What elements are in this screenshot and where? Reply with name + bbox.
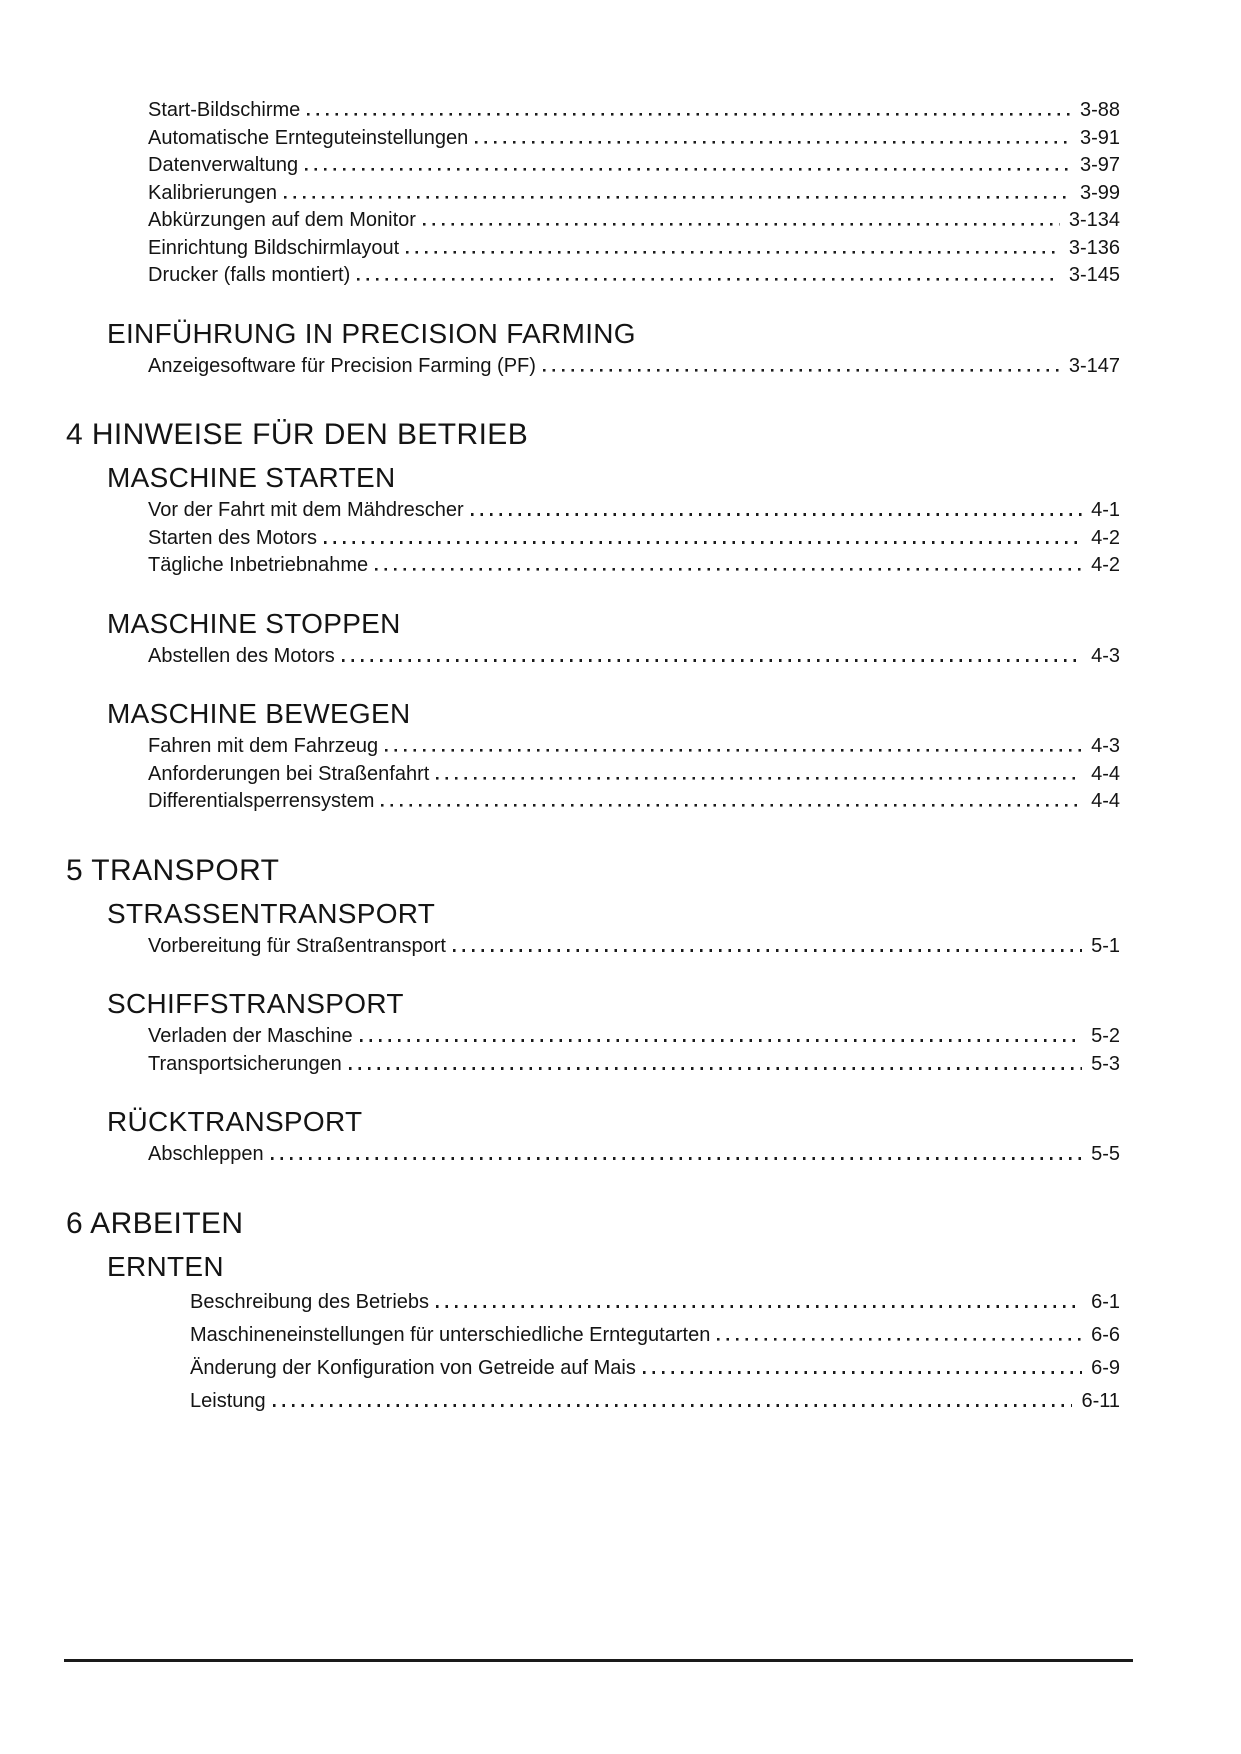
- page-number: 3-97: [1079, 154, 1120, 176]
- page-number: 5-1: [1091, 934, 1120, 957]
- entry-label: Einrichtung Bildschirmlayout: [148, 236, 400, 259]
- page-number: 3-91: [1079, 126, 1120, 149]
- page-number: 4-2: [1091, 526, 1120, 549]
- entry-label: Transportsicherungen: [148, 1052, 342, 1075]
- dot-leader: [324, 541, 1082, 544]
- entries-group: [0, 643, 1241, 671]
- page-number: 3-134: [1068, 209, 1120, 231]
- entry-label: Vor der Fahrt mit dem Mähdrescher: [148, 499, 464, 521]
- toc-entry[interactable]: [148, 262, 1120, 290]
- section-heading: STRASSENTRANSPORT: [107, 897, 436, 929]
- entry-label: Beschreibung des Betriebs: [190, 1290, 430, 1313]
- dot-leader: [381, 804, 1082, 807]
- entry-label: Tägliche Inbetriebnahme: [148, 554, 369, 576]
- entry-label: Drucker (falls montiert): [148, 264, 351, 286]
- page-number: 6-1: [1091, 1290, 1120, 1313]
- toc-entry[interactable]: [148, 933, 1120, 961]
- toc-entry[interactable]: [148, 733, 1120, 761]
- entry-label: Abschleppen: [148, 1143, 264, 1165]
- page-number: 3-145: [1068, 264, 1120, 286]
- dot-leader: [453, 949, 1082, 952]
- dot-leader: [385, 749, 1082, 752]
- entry-label: Abkürzungen auf dem Monitor: [148, 209, 416, 231]
- page-number: 6-6: [1091, 1323, 1120, 1346]
- entry-label: Vorbereitung für Straßentransport: [148, 934, 446, 957]
- toc-entry[interactable]: [148, 643, 1120, 671]
- entry-label: Differentialsperrensystem: [148, 790, 375, 812]
- dot-leader: [271, 1157, 1082, 1160]
- section-heading: MASCHINE BEWEGEN: [107, 698, 411, 729]
- toc-entry[interactable]: [148, 788, 1120, 816]
- entries-group: [0, 353, 1241, 381]
- dot-leader: [307, 113, 1071, 116]
- entry-label: Anforderungen bei Straßenfahrt: [148, 762, 430, 785]
- entry-label: Leistung: [190, 1389, 266, 1412]
- page-number: 5-5: [1091, 1143, 1120, 1165]
- entry-label: Start-Bildschirme: [148, 99, 301, 121]
- page-number: 4-3: [1091, 735, 1120, 757]
- toc-entry[interactable]: [148, 1051, 1120, 1079]
- toc-entry[interactable]: [148, 525, 1120, 553]
- entries-group: [0, 1141, 1241, 1169]
- section-heading: MASCHINE STARTEN: [107, 462, 396, 493]
- page-number: 3-88: [1079, 99, 1120, 121]
- page-number: 4-1: [1091, 499, 1120, 521]
- section-heading: RÜCKTRANSPORT: [107, 1106, 363, 1137]
- dot-leader: [475, 141, 1071, 144]
- toc-entry[interactable]: [148, 1023, 1120, 1051]
- dot-leader: [342, 659, 1082, 662]
- page-number: 5-2: [1091, 1025, 1120, 1047]
- page-number: 4-3: [1091, 644, 1120, 667]
- toc-entry[interactable]: [148, 97, 1120, 125]
- toc-entry[interactable]: [190, 1385, 1120, 1418]
- dot-leader: [406, 251, 1060, 254]
- dot-leader: [436, 777, 1082, 780]
- toc-entry[interactable]: [148, 235, 1120, 263]
- page-number: 3-136: [1068, 236, 1120, 259]
- toc-entry[interactable]: [148, 497, 1120, 525]
- page-number: 5-3: [1091, 1052, 1120, 1075]
- toc-entry[interactable]: [148, 761, 1120, 789]
- section-heading: ERNTEN: [107, 1250, 224, 1282]
- dot-leader: [717, 1338, 1082, 1341]
- toc-entry[interactable]: [190, 1319, 1120, 1352]
- section-heading: MASCHINE STOPPEN: [107, 607, 401, 639]
- footer-rule: [64, 1659, 1133, 1662]
- dot-leader: [471, 513, 1082, 516]
- entry-label: Anzeigesoftware für Precision Farming (PF): [148, 354, 536, 377]
- entry-label: Automatische Ernteguteinstellungen: [148, 126, 469, 149]
- page-number: 4-2: [1091, 554, 1120, 576]
- toc-entry[interactable]: [190, 1286, 1120, 1319]
- toc-entry[interactable]: [148, 180, 1120, 208]
- page-number: 4-4: [1091, 762, 1120, 785]
- dot-leader: [349, 1067, 1082, 1070]
- entry-label: Abstellen des Motors: [148, 644, 335, 667]
- dot-leader: [305, 168, 1071, 171]
- entries-group: [0, 933, 1241, 961]
- toc-entry[interactable]: [148, 207, 1120, 235]
- dot-leader: [375, 568, 1082, 571]
- toc: [0, 97, 1241, 1418]
- dot-leader: [643, 1371, 1082, 1374]
- entries-group: [0, 1023, 1241, 1078]
- entry-label: Maschineneinstellungen für unterschiedliche Erntegutarten: [190, 1323, 711, 1346]
- entry-label: Datenverwaltung: [148, 154, 299, 176]
- entry-label: Änderung der Konfiguration von Getreide auf Mais: [190, 1356, 636, 1379]
- page-number: 3-99: [1079, 181, 1120, 204]
- toc-entry[interactable]: [148, 552, 1120, 580]
- chapter-heading: 5 TRANSPORT: [66, 853, 280, 887]
- section-heading: SCHIFFSTRANSPORT: [107, 988, 404, 1019]
- dot-leader: [543, 369, 1060, 372]
- entries-group: [0, 97, 1241, 290]
- toc-entry[interactable]: [148, 125, 1120, 153]
- page-number: 3-147: [1068, 354, 1120, 377]
- dot-leader: [360, 1039, 1083, 1042]
- entries-group: [0, 497, 1241, 580]
- dot-leader: [423, 223, 1060, 226]
- entries-group: [0, 1286, 1241, 1418]
- dot-leader: [357, 278, 1060, 281]
- toc-entry[interactable]: [148, 152, 1120, 180]
- dot-leader: [284, 196, 1071, 199]
- toc-entry[interactable]: [148, 1141, 1120, 1169]
- dot-leader: [436, 1305, 1082, 1308]
- entry-label: Verladen der Maschine: [148, 1025, 353, 1047]
- section-heading: EINFÜHRUNG IN PRECISION FARMING: [107, 317, 636, 349]
- dot-leader: [273, 1404, 1073, 1407]
- toc-entry[interactable]: [190, 1352, 1120, 1385]
- chapter-heading: 6 ARBEITEN: [66, 1206, 244, 1240]
- toc-entry[interactable]: [148, 353, 1120, 381]
- page-number: 6-11: [1081, 1389, 1120, 1412]
- entry-label: Kalibrierungen: [148, 181, 277, 204]
- page-number: 6-9: [1091, 1356, 1120, 1379]
- entry-label: Starten des Motors: [148, 526, 317, 549]
- entries-group: [0, 733, 1241, 816]
- page-number: 4-4: [1091, 790, 1120, 812]
- chapter-heading: 4 HINWEISE FÜR DEN BETRIEB: [66, 418, 529, 451]
- entry-label: Fahren mit dem Fahrzeug: [148, 735, 379, 757]
